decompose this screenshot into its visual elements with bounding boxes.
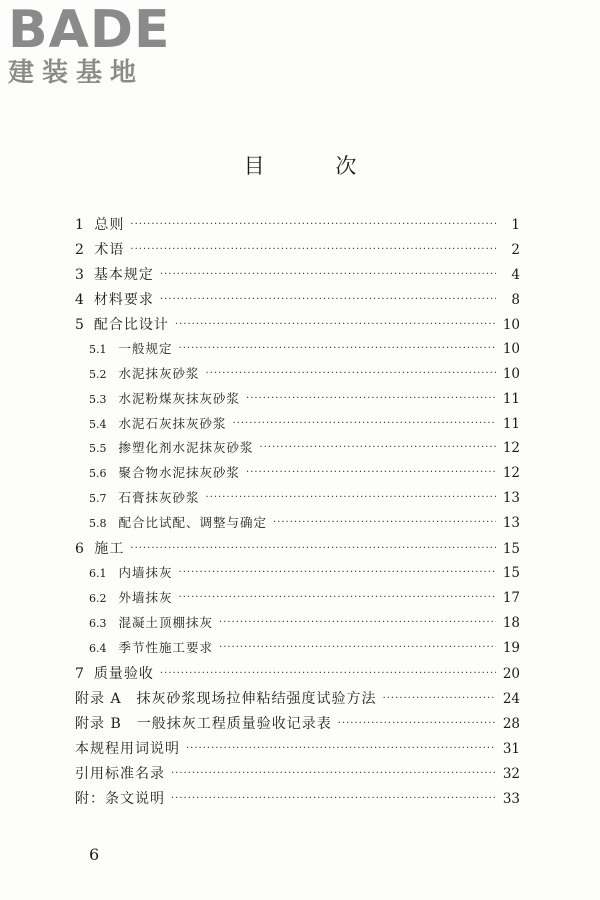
toc-entry-label: 聚合物水泥抹灰砂浆 bbox=[118, 465, 241, 481]
toc-entry-page: 8 bbox=[511, 291, 520, 308]
page-number: 6 bbox=[89, 845, 100, 864]
toc-entry-label: 外墙抹灰 bbox=[118, 590, 173, 606]
table-of-contents bbox=[75, 214, 520, 813]
dot-leader bbox=[130, 244, 496, 255]
toc-entry-label: 附录 A 抹灰砂浆现场拉伸粘结强度试验方法 bbox=[75, 690, 377, 707]
toc-entry bbox=[75, 264, 520, 289]
toc-entry-page: 20 bbox=[502, 665, 520, 682]
toc-entry-page: 18 bbox=[502, 615, 520, 631]
dot-leader bbox=[179, 592, 496, 603]
toc-entry bbox=[75, 613, 520, 638]
dot-leader bbox=[160, 294, 496, 305]
toc-entry-page: 10 bbox=[502, 365, 520, 382]
toc-entry-label: 水泥粉煤灰抹灰砂浆 bbox=[118, 390, 241, 406]
dot-leader bbox=[338, 718, 496, 729]
toc-entry-page: 33 bbox=[502, 790, 520, 807]
dot-leader bbox=[130, 543, 496, 554]
dot-leader bbox=[246, 393, 496, 404]
toc-entry-label: 附：条文说明 bbox=[75, 790, 165, 807]
toc-entry bbox=[75, 438, 520, 463]
toc-entry-page: 13 bbox=[502, 515, 520, 532]
toc-entry-page: 11 bbox=[502, 415, 520, 432]
toc-entry-number: 6.1 bbox=[89, 567, 107, 581]
dot-leader bbox=[260, 442, 496, 453]
toc-entry bbox=[75, 638, 520, 663]
toc-entry-number: 5.4 bbox=[89, 417, 107, 431]
toc-entry-label: 一般规定 bbox=[118, 340, 173, 356]
dot-leader bbox=[219, 642, 496, 653]
toc-entry bbox=[75, 289, 520, 314]
toc-entry-page: 24 bbox=[502, 690, 520, 707]
toc-entry-label: 施工 bbox=[94, 541, 125, 558]
dot-leader bbox=[179, 343, 496, 354]
toc-entry-label: 基本规定 bbox=[93, 266, 154, 283]
dot-leader bbox=[206, 492, 496, 503]
toc-entry-label: 材料要求 bbox=[93, 291, 154, 308]
toc-entry-number: 6.3 bbox=[89, 617, 107, 630]
toc-entry-number: 5.8 bbox=[89, 517, 107, 531]
toc-entry-number: 5.1 bbox=[89, 342, 107, 356]
toc-entry-number: 6 bbox=[75, 541, 84, 558]
dot-leader bbox=[130, 219, 496, 230]
dot-leader bbox=[171, 793, 496, 804]
toc-entry bbox=[75, 588, 520, 613]
toc-entry-page: 11 bbox=[502, 390, 520, 407]
toc-entry bbox=[75, 688, 520, 713]
toc-entry-label: 总则 bbox=[94, 217, 125, 233]
toc-entry-page: 28 bbox=[502, 715, 520, 732]
toc-entry-number: 7 bbox=[75, 665, 84, 682]
toc-entry-label: 混凝土顶棚抹灰 bbox=[118, 615, 214, 630]
toc-entry-label: 本规程用词说明 bbox=[75, 740, 180, 757]
dot-leader bbox=[273, 517, 496, 528]
toc-entry-number: 5.2 bbox=[89, 367, 107, 381]
dot-leader bbox=[186, 743, 496, 754]
toc-entry-page: 10 bbox=[502, 316, 520, 333]
toc-entry-label: 配合比试配、调整与确定 bbox=[118, 515, 268, 531]
toc-entry-page: 13 bbox=[502, 490, 520, 507]
toc-entry-label: 附录 B 一般抹灰工程质量验收记录表 bbox=[75, 715, 332, 732]
toc-entry bbox=[75, 414, 520, 439]
toc-entry-number: 6.4 bbox=[89, 641, 107, 655]
dot-leader bbox=[175, 319, 496, 330]
dot-leader bbox=[383, 693, 496, 704]
toc-entry-number: 3 bbox=[75, 266, 84, 283]
toc-entry-number: 5 bbox=[75, 316, 84, 333]
toc-entry-number: 1 bbox=[75, 217, 84, 233]
toc-entry bbox=[75, 788, 520, 813]
toc-entry-page: 12 bbox=[502, 465, 520, 482]
dot-leader bbox=[246, 467, 496, 478]
logo-tagline: 建装基地 bbox=[8, 58, 145, 88]
dot-leader bbox=[160, 269, 496, 280]
toc-entry-page: 15 bbox=[502, 541, 520, 558]
dot-leader bbox=[219, 617, 496, 628]
dot-leader bbox=[206, 368, 496, 379]
dot-leader bbox=[233, 418, 496, 429]
toc-entry-label: 内墙抹灰 bbox=[118, 565, 173, 581]
dot-leader bbox=[179, 567, 496, 578]
toc-entry bbox=[75, 563, 520, 588]
dot-leader bbox=[171, 768, 496, 779]
toc-entry-page: 1 bbox=[511, 217, 520, 233]
logo bbox=[8, 0, 178, 88]
toc-entry bbox=[75, 738, 520, 763]
toc-entry-page: 15 bbox=[502, 565, 520, 582]
toc-entry-number: 5.5 bbox=[89, 442, 107, 456]
toc-entry-page: 12 bbox=[502, 440, 520, 457]
toc-entry-label: 石膏抹灰砂浆 bbox=[118, 490, 200, 506]
toc-entry-label: 术语 bbox=[94, 241, 125, 258]
toc-entry-number: 4 bbox=[75, 291, 84, 308]
toc-entry-label: 掺塑化剂水泥抹灰砂浆 bbox=[118, 440, 254, 456]
toc-entry-page: 17 bbox=[502, 590, 520, 607]
toc-entry-page: 32 bbox=[502, 765, 520, 782]
toc-entry-label: 配合比设计 bbox=[93, 316, 169, 333]
toc-entry-number: 5.6 bbox=[89, 467, 107, 481]
toc-entry bbox=[75, 663, 520, 688]
toc-entry-page: 10 bbox=[502, 340, 520, 357]
toc-entry bbox=[75, 314, 520, 339]
toc-entry bbox=[75, 239, 520, 264]
logo-mark: BADE bbox=[8, 0, 171, 60]
page-title: 目 次 bbox=[243, 154, 389, 178]
toc-entry-page: 19 bbox=[502, 639, 520, 656]
toc-entry bbox=[75, 488, 520, 513]
toc-entry-label: 水泥抹灰砂浆 bbox=[118, 365, 200, 381]
toc-entry bbox=[75, 339, 520, 364]
toc-entry-label: 引用标准名录 bbox=[75, 765, 165, 782]
toc-entry-page: 4 bbox=[511, 266, 520, 283]
toc-entry-number: 5.7 bbox=[89, 492, 107, 506]
toc-entry-label: 季节性施工要求 bbox=[118, 639, 214, 655]
toc-entry-number: 2 bbox=[75, 241, 84, 258]
toc-entry-number: 6.2 bbox=[89, 592, 107, 606]
toc-entry-label: 质量验收 bbox=[93, 665, 154, 682]
toc-entry bbox=[75, 513, 520, 538]
toc-entry bbox=[75, 538, 520, 563]
toc-entry bbox=[75, 389, 520, 414]
toc-entry bbox=[75, 713, 520, 738]
toc-entry bbox=[75, 364, 520, 389]
toc-entry-label: 水泥石灰抹灰砂浆 bbox=[118, 415, 227, 431]
toc-entry-page: 31 bbox=[502, 740, 520, 757]
toc-entry-number: 5.3 bbox=[89, 392, 107, 406]
toc-entry bbox=[75, 214, 520, 239]
toc-entry bbox=[75, 463, 520, 488]
toc-entry-page: 2 bbox=[511, 241, 520, 258]
dot-leader bbox=[160, 668, 496, 679]
toc-entry bbox=[75, 763, 520, 788]
